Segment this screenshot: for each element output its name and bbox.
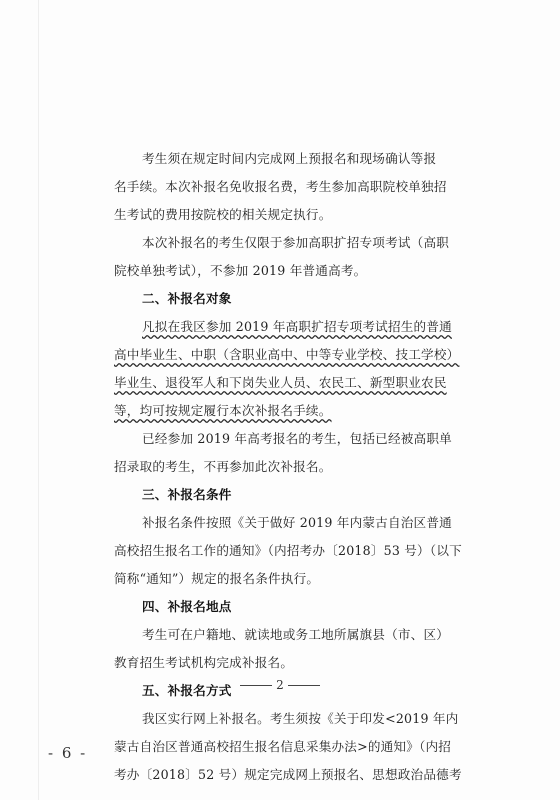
- paragraph-line: 招录取的考生，不再参加此次补报名。: [114, 459, 332, 474]
- paragraph-line: 教育招生考试机构完成补报名。: [114, 655, 294, 670]
- paragraph-line: 名手续。本次补报名免收报名费，考生参加高职院校单独招: [114, 179, 447, 194]
- section-heading-3: 三、补报名条件: [142, 487, 232, 502]
- inner-page-number-value: 2: [276, 678, 284, 692]
- section-heading-4: 四、补报名地点: [142, 599, 232, 614]
- inner-page-number: [0, 678, 560, 692]
- section-heading-5: 五、补报名方式: [142, 683, 232, 698]
- section-heading-2: 二、补报名对象: [142, 291, 232, 306]
- paragraph-line: 补报名条件按照《关于做好 2019 年内蒙古自治区普通: [142, 515, 452, 530]
- paragraph-line: 本次补报名的考生仅限于参加高职扩招专项考试（高职: [142, 235, 450, 250]
- outer-page-number: - 6 -: [48, 744, 88, 762]
- paragraph-line-underlined: 毕业生、退役军人和下岗失业人员、农民工、新型职业农民: [114, 375, 447, 390]
- paragraph-line: 院校单独考试），不参加 2019 年普通高考。: [114, 263, 367, 278]
- paragraph-line: 考生可在户籍地、就读地或务工地所属旗县（市、区）: [142, 627, 450, 642]
- paragraph-line: 生考试的费用按院校的相关规定执行。: [114, 207, 332, 222]
- paragraph-line: 高校招生报名工作的通知》（内招考办〔2018〕53 号）（以下: [114, 543, 462, 558]
- paragraph-line: 考生须在规定时间内完成网上预报名和现场确认等报: [142, 151, 437, 166]
- paragraph-line: 我区实行网上补报名。考生须按《关于印发<2019 年内: [142, 711, 459, 726]
- paragraph-line: 蒙古自治区普通高校招生报名信息采集办法>的通知》（内招: [114, 739, 452, 754]
- paragraph-line-underlined: 等，均可按规定履行本次补报名手续。: [114, 403, 332, 418]
- paragraph-line-underlined: 高中毕业生、中职（含职业高中、中等专业学校、技工学校）: [114, 347, 460, 362]
- paragraph-line-underlined: 凡拟在我区参加 2019 年高职扩招专项考试招生的普通: [142, 319, 452, 334]
- paragraph-line: 考办〔2018〕52 号）规定完成网上预报名、思想政治品德考: [114, 767, 462, 782]
- dash-left: [240, 685, 272, 686]
- paragraph-line: 简称“通知”）规定的报名条件执行。: [114, 571, 320, 586]
- dash-right: [288, 685, 320, 686]
- paragraph-line: 已经参加 2019 年高考报名的考生，包括已经被高职单: [142, 431, 452, 446]
